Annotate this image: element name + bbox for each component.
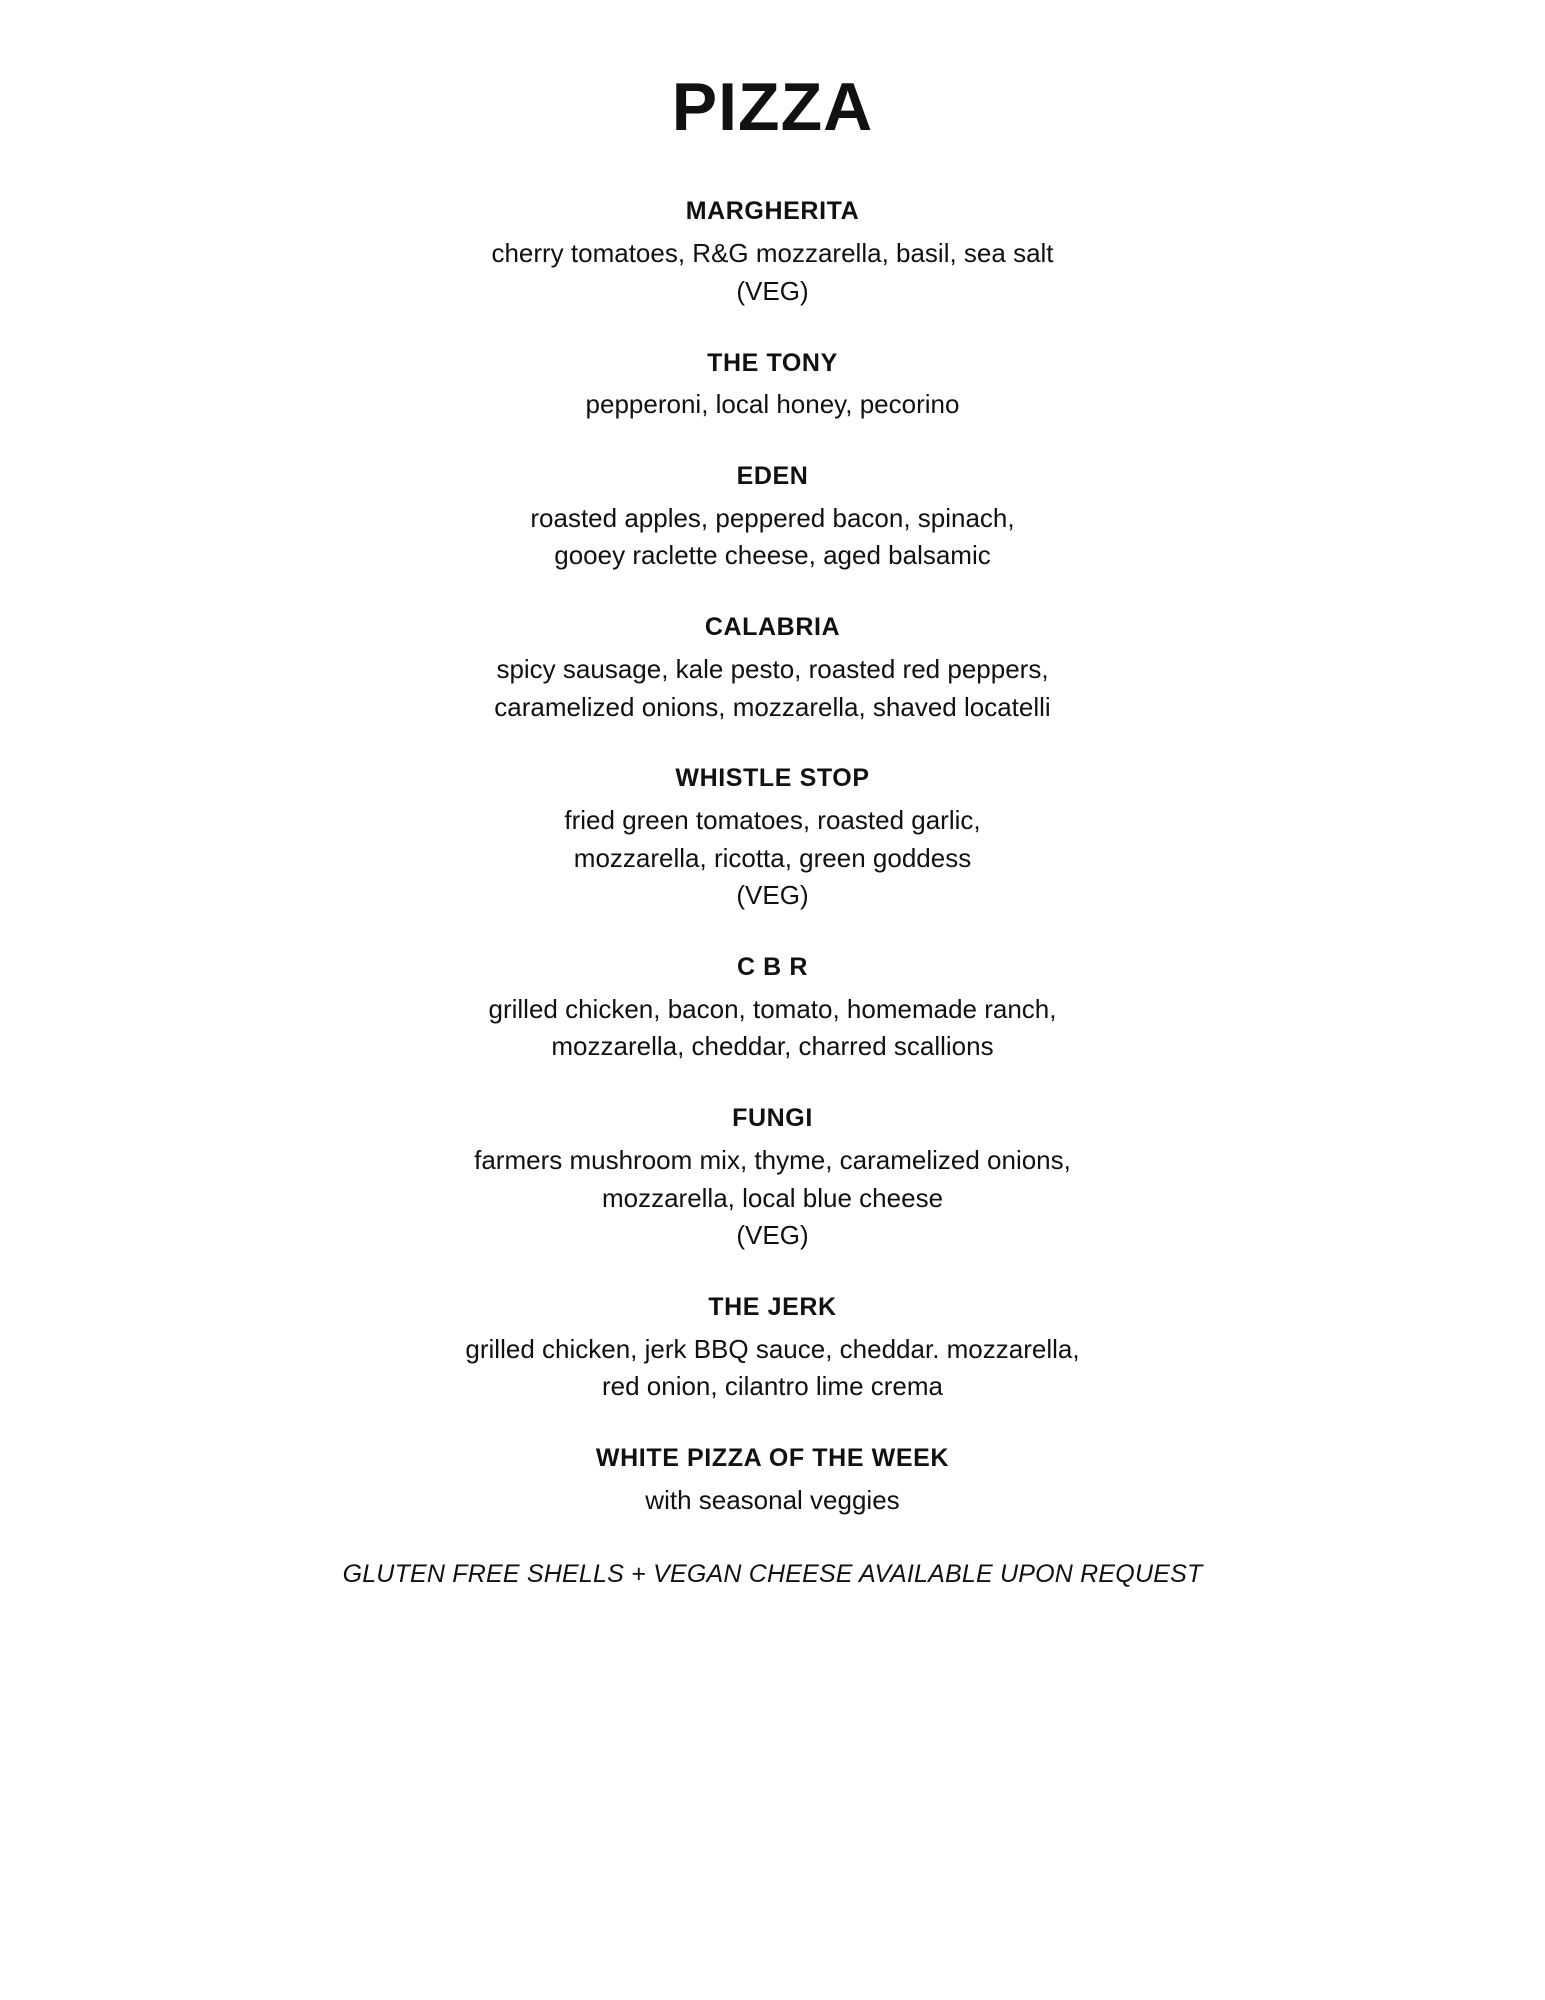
menu-item-description-line: with seasonal veggies xyxy=(645,1484,900,1515)
menu-item-description xyxy=(150,235,1395,310)
menu-item xyxy=(150,951,1395,1066)
menu-item-description xyxy=(150,802,1395,915)
menu-item xyxy=(150,1291,1395,1406)
menu-item xyxy=(150,762,1395,915)
menu-item-description xyxy=(150,1331,1395,1406)
menu-item-description xyxy=(150,1142,1395,1255)
menu-footer-note: GLUTEN FREE SHELLS + VEGAN CHEESE AVAILABLE UPON REQUEST xyxy=(342,1559,1203,1588)
menu-item-description-line: (VEG) xyxy=(736,880,809,911)
menu-item-description-line: spicy sausage, kale pesto, roasted red peppers, xyxy=(496,653,1049,684)
menu-item-name: FUNGI xyxy=(732,1104,813,1133)
page-title: PIZZA xyxy=(671,69,874,145)
menu-item-description-line: grilled chicken, bacon, tomato, homemade ranch, xyxy=(488,993,1057,1024)
menu-item-description-line: (VEG) xyxy=(736,275,809,306)
menu-item-description-line: farmers mushroom mix, thyme, caramelized onions, xyxy=(474,1144,1071,1175)
menu-item-name: C B R xyxy=(736,953,809,982)
menu-item-description xyxy=(150,386,1395,424)
menu-item-description xyxy=(150,991,1395,1066)
menu-item-description-line: caramelized onions, mozzarella, shaved locatelli xyxy=(494,691,1051,722)
menu-item-description-line: (VEG) xyxy=(736,1220,809,1251)
menu-item xyxy=(150,1102,1395,1255)
menu-item-description-line: fried green tomatoes, roasted garlic, xyxy=(564,804,981,835)
menu-item-list xyxy=(150,195,1395,1519)
menu-item-name: WHISTLE STOP xyxy=(675,764,870,793)
menu-item-name: WHITE PIZZA OF THE WEEK xyxy=(595,1444,950,1473)
menu-item-description-line: mozzarella, local blue cheese xyxy=(601,1182,944,1213)
menu-item-name: MARGHERITA xyxy=(685,197,860,226)
menu-item-description-line: red onion, cilantro lime crema xyxy=(601,1371,944,1402)
menu-item-description xyxy=(150,1482,1395,1520)
menu-item xyxy=(150,195,1395,310)
menu-item-description-line: roasted apples, peppered bacon, spinach, xyxy=(530,502,1015,533)
menu-item xyxy=(150,460,1395,575)
menu-item xyxy=(150,1442,1395,1519)
menu-item-description-line: grilled chicken, jerk BBQ sauce, cheddar. mozzarella, xyxy=(465,1333,1080,1364)
menu-item-description-line: pepperoni, local honey, pecorino xyxy=(585,389,960,420)
menu-item-description-line: gooey raclette cheese, aged balsamic xyxy=(554,540,991,571)
menu-item xyxy=(150,611,1395,726)
menu-item-description-line: cherry tomatoes, R&G mozzarella, basil, sea salt xyxy=(491,238,1054,269)
menu-item-name: THE JERK xyxy=(708,1292,837,1321)
menu-item-description-line: mozzarella, cheddar, charred scallions xyxy=(551,1031,994,1062)
menu-item-name: THE TONY xyxy=(707,348,838,377)
menu-item-description-line: mozzarella, ricotta, green goddess xyxy=(573,842,972,873)
menu-item-name: CALABRIA xyxy=(704,613,841,642)
menu-item-description xyxy=(150,500,1395,575)
menu-item xyxy=(150,347,1395,424)
menu-item-description xyxy=(150,651,1395,726)
menu-item-name: EDEN xyxy=(736,461,809,490)
